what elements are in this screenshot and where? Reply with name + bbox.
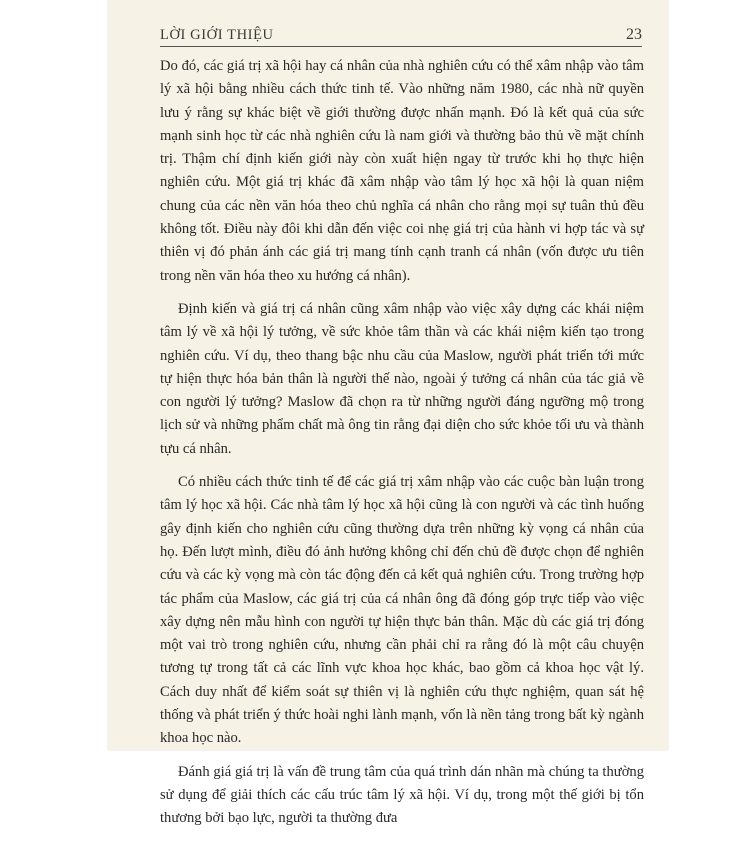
body-text bbox=[160, 55, 644, 841]
paragraph-2: Định kiến và giá trị cá nhân cũng xâm nhập vào việc xây dựng các khái niệm tâm lý về xã hội lý tưởng, về sức khỏe tâm thần và các khái niệm kiến tạo trong nghiên cứu. Ví dụ, theo thang bậc nhu cầu của Maslow, người phát triển tới mức tự hiện thực hóa bản thân là người thế nào, ngoài ý tưởng cá nhân của tác giả về con người lý tưởng? Maslow đã chọn ra từ những người đáng ngưỡng mộ trong lịch sử và những phẩm chất mà ông tin rằng đại diện cho sức khỏe tối ưu và thành tựu cá nhân. bbox=[160, 300, 644, 457]
page-number: 23 bbox=[626, 26, 642, 43]
running-title: LỜI GIỚI THIỆU bbox=[160, 27, 274, 43]
running-header bbox=[160, 18, 642, 44]
header-rule bbox=[160, 46, 642, 47]
paragraph-1: Do đó, các giá trị xã hội hay cá nhân của nhà nghiên cứu có thể xâm nhập vào tâm lý xã hội bằng nhiều cách thức tinh tế. Vào những năm 1980, các nhà nữ quyền lưu ý rằng sự khác biệt về giới thường được nhấn mạnh. Đó là kết quả của sức mạnh sinh học từ các nhà nghiên cứu là nam giới và thường bảo thủ về mặt chính trị. Thậm chí định kiến giới này còn xuất hiện ngay từ trước khi họ thực hiện nghiên cứu. Một giá trị khác đã xâm nhập vào tâm lý học xã hội là quan niệm chung của các nền văn hóa theo chủ nghĩa cá nhân cho rằng mọi sự tuân thủ đều không tốt. Điều này đôi khi dẫn đến việc coi nhẹ giá trị của hành vi hợp tác và sự thiên vị đó phản ánh các giá trị mang tính cạnh tranh cá nhân (vốn được ưu tiên trong nền văn hóa theo xu hướng cá nhân). bbox=[160, 58, 644, 284]
paragraph-4: Đánh giá giá trị là vấn đề trung tâm của quá trình dán nhãn mà chúng ta thường sử dụng để giải thích các cấu trúc tâm lý xã hội. Ví dụ, trong một thế giới bị tổn thương bởi bạo lực, người ta thường đưa bbox=[160, 763, 644, 827]
paragraph-3: Có nhiều cách thức tinh tế để các giá trị xâm nhập vào các cuộc bàn luận trong tâm lý học xã hội. Các nhà tâm lý học xã hội cũng là con người và các tình huống gây định kiến cho nghiên cứu cũng thường dựa trên những kỳ vọng cá nhân của họ. Đến lượt mình, điều đó ảnh hưởng không chỉ đến chủ đề được chọn để nghiên cứu và các kỳ vọng mà còn tác động đến cả kết quả nghiên cứu. Trong trường hợp tác phẩm của Maslow, các giá trị của cá nhân ông đã đóng góp trực tiếp vào việc xây dựng nên mẫu hình con người tự hiện thực bản thân. Mặc dù các giá trị đóng một vai trò trong nghiên cứu, nhưng cần phải chỉ ra rằng đó là một câu chuyện tương tự trong tất cả các lĩnh vực khoa học khác, bao gồm cả khoa học vật lý. Cách duy nhất để kiểm soát sự thiên vị là nghiên cứu thực nghiệm, quan sát hệ thống và phát triển ý thức hoài nghi lành mạnh, vốn là nền tảng trong bất kỳ ngành khoa học nào. bbox=[160, 474, 644, 747]
book-page bbox=[108, 0, 668, 827]
